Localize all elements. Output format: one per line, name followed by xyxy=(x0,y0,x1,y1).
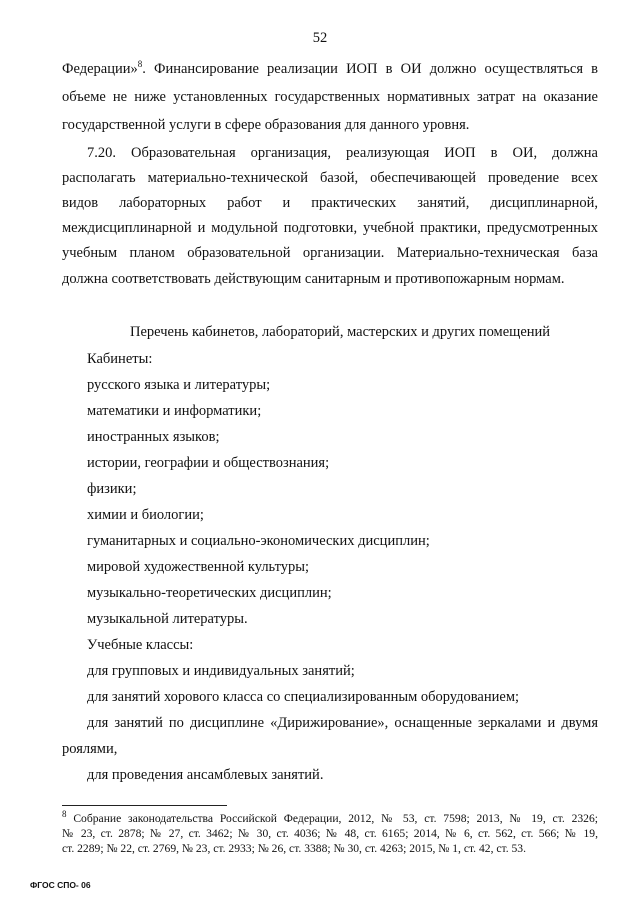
footnote-line-3: ст. 2289; № 22, ст. 2769, № 23, ст. 2933; № 26, ст. 3388; № 30, ст. 4263; 2015, № 1, ст. 42, ст. 53. xyxy=(62,842,526,855)
list-item: музыкальной литературы. xyxy=(87,611,248,627)
list-item-continuation: роялями, xyxy=(62,741,118,757)
para1-line-1-start: Федерации» xyxy=(62,61,138,77)
list-item: для занятий хорового класса со специализированным оборудованием; xyxy=(87,689,520,705)
para1-line-1-end: . Финансирование реализации ИОП в ОИ должно осуществляться в xyxy=(142,61,598,77)
list-item: русского языка и литературы; xyxy=(87,377,271,393)
list-item: для проведения ансамблевых занятий. xyxy=(87,767,324,783)
para2-line-3: видов лабораторных работ и практических занятий, дисциплинарной, xyxy=(62,195,598,211)
footnote-divider xyxy=(62,805,227,806)
para1-line-1 xyxy=(62,60,598,78)
list-item: для групповых и индивидуальных занятий; xyxy=(87,663,355,679)
list-item: математики и информатики; xyxy=(87,403,262,419)
list-item: музыкально-теоретических дисциплин; xyxy=(87,585,332,601)
classes-heading: Учебные классы: xyxy=(87,637,194,653)
footnote-mark: 8 xyxy=(62,809,67,820)
para1-line-2: объеме не ниже установленных государственных нормативных затрат на оказание xyxy=(62,89,598,105)
para2-line-1: 7.20. Образовательная организация, реализующая ИОП в ОИ, должна xyxy=(87,145,598,161)
list-item: истории, географии и обществознания; xyxy=(87,455,330,471)
para2-line-4: междисциплинарной и модульной подготовки, учебной практики, предусмотренных xyxy=(62,220,598,236)
list-item: мировой художественной культуры; xyxy=(87,559,310,575)
footnote-line-2: № 23, ст. 2878; № 27, ст. 3462; № 30, ст. 4036; № 48, ст. 6165; 2014, № 6, ст. 562, ст. 566; № 19, xyxy=(62,827,598,840)
cabinets-heading: Кабинеты: xyxy=(87,351,153,367)
para2-line-2: располагать материально-технической базой, обеспечивающей проведение всех xyxy=(62,170,598,186)
footnote-ref: 8 xyxy=(137,59,143,70)
list-item: физики; xyxy=(87,481,137,497)
list-item: иностранных языков; xyxy=(87,429,220,445)
para2-line-6: должна соответствовать действующим санитарным и противопожарным нормам. xyxy=(62,271,565,287)
list-item: гуманитарных и социально-экономических дисциплин; xyxy=(87,533,430,549)
page-number: 52 xyxy=(312,30,328,46)
document-code: ФГОС СПО- 06 xyxy=(30,880,91,890)
list-item: химии и биологии; xyxy=(87,507,204,523)
para2-line-5: учебным планом образовательной организации. Материально-техническая база xyxy=(62,245,598,261)
list-item: для занятий по дисциплине «Дирижирование», оснащенные зеркалами и двумя xyxy=(87,715,598,731)
para1-line-3: государственной услуги в сфере образования для данного уровня. xyxy=(62,117,470,133)
list-title: Перечень кабинетов, лабораторий, мастерских и других помещений xyxy=(130,324,551,340)
footnote-line-1-text: Собрание законодательства Российской Федерации, 2012, № 53, ст. 7598; 2013, № 19, ст. 2326; xyxy=(66,812,598,825)
footnote-line-1 xyxy=(62,811,598,826)
